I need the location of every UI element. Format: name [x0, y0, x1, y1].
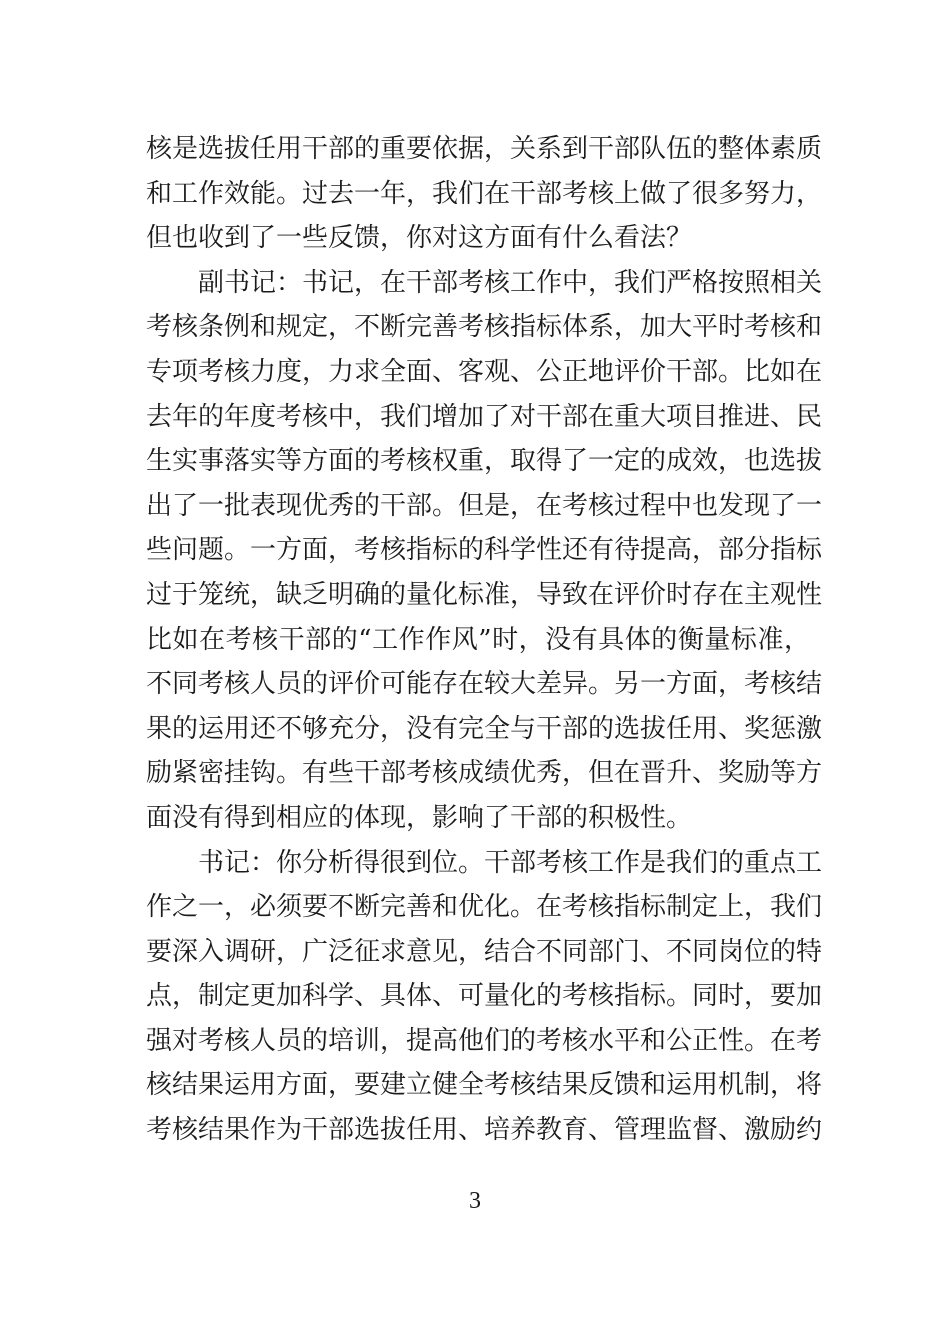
- text-line: 要深入调研，广泛征求意见，结合不同部门、不同岗位的特: [146, 936, 823, 967]
- text-line: 但也收到了一些反馈，你对这方面有什么看法？: [146, 223, 693, 254]
- text-line: 考核结果作为干部选拔任用、培养教育、管理监督、激励约: [146, 1115, 823, 1146]
- body-text: [146, 127, 823, 1153]
- paragraph: [146, 261, 823, 841]
- text-line: 书记：你分析得很到位。干部考核工作是我们的重点工: [198, 847, 823, 878]
- text-line: 些问题。一方面，考核指标的科学性还有待提高，部分指标: [146, 535, 823, 566]
- text-line: 点，制定更加科学、具体、可量化的考核指标。同时，要加: [146, 981, 823, 1012]
- text-line: 强对考核人员的培训，提高他们的考核水平和公正性。在考: [146, 1025, 823, 1056]
- text-line: 面没有得到相应的体现，影响了干部的积极性。: [146, 802, 693, 833]
- text-line: 果的运用还不够充分，没有完全与干部的选拔任用、奖惩激: [146, 713, 823, 744]
- page-number: 3: [469, 1188, 481, 1214]
- text-line: 专项考核力度，力求全面、客观、公正地评价干部。比如在: [146, 356, 823, 387]
- paragraph: [146, 841, 823, 1153]
- text-line: 不同考核人员的评价可能存在较大差异。另一方面，考核结: [146, 669, 823, 700]
- text-line: 副书记：书记，在干部考核工作中，我们严格按照相关: [198, 267, 823, 298]
- text-line: 核结果运用方面，要建立健全考核结果反馈和运用机制，将: [146, 1070, 823, 1101]
- text-line: 生实事落实等方面的考核权重，取得了一定的成效，也选拔: [146, 446, 823, 477]
- text-line: 和工作效能。过去一年，我们在干部考核上做了很多努力，: [146, 178, 823, 209]
- text-line: 去年的年度考核中，我们增加了对干部在重大项目推进、民: [146, 401, 823, 432]
- text-line: 励紧密挂钩。有些干部考核成绩优秀，但在晋升、奖励等方: [146, 758, 823, 789]
- text-line: 考核条例和规定，不断完善考核指标体系，加大平时考核和: [146, 312, 823, 343]
- text-line: 出了一批表现优秀的干部。但是，在考核过程中也发现了一: [146, 490, 823, 521]
- text-line: 过于笼统，缺乏明确的量化标准，导致在评价时存在主观性: [146, 579, 823, 610]
- text-line: 核是选拔任用干部的重要依据，关系到干部队伍的整体素质: [146, 134, 823, 164]
- text-line: 比如在考核干部的“工作作风”时，没有具体的衡量标准，: [146, 624, 810, 655]
- paragraph: [146, 127, 823, 261]
- text-line: 作之一，必须要不断完善和优化。在考核指标制定上，我们: [146, 892, 823, 923]
